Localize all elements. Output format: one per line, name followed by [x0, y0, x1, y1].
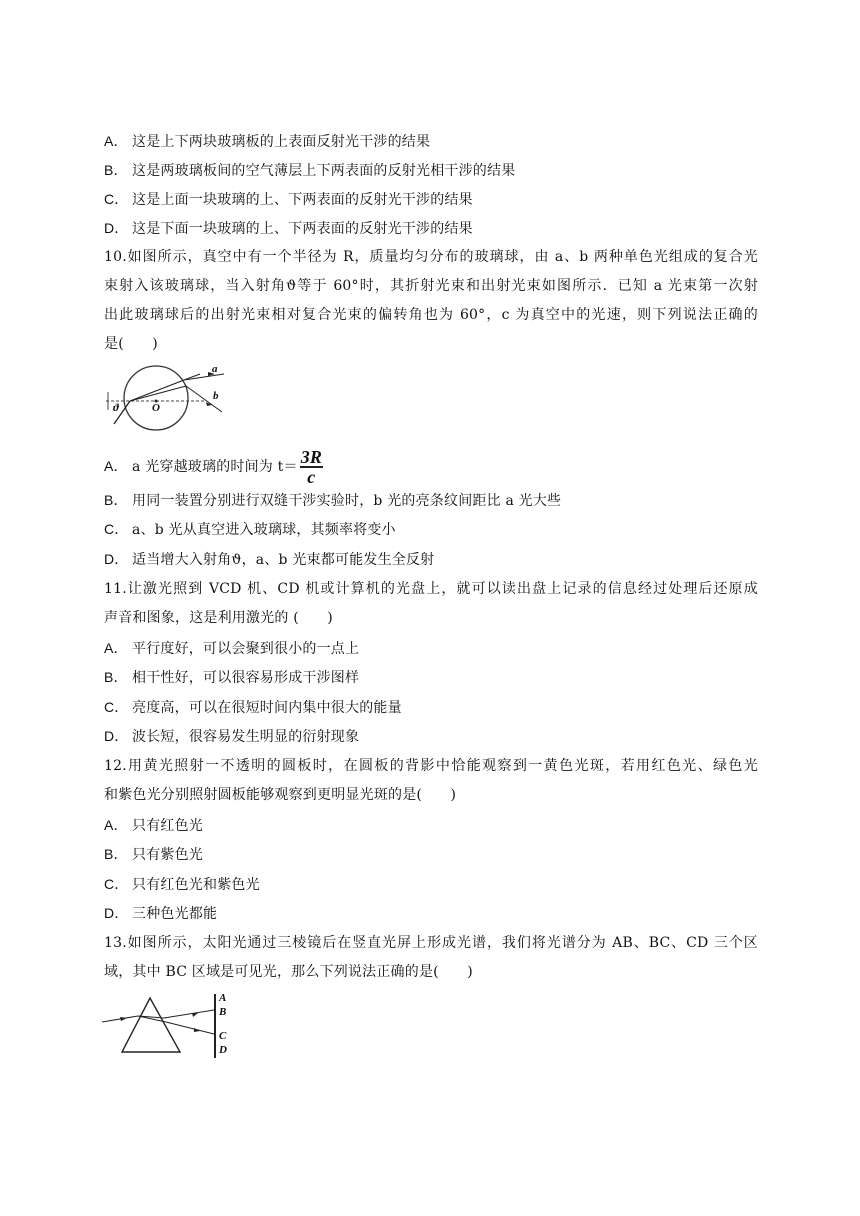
q13-label-D: D [219, 1044, 227, 1056]
q10-option-d: D． 适当增大入射角ϑ，a、b 光束都可能发生全反射 [104, 551, 435, 568]
q11-stem-line-2: 声音和图象，这是利用激光的 ( ) [104, 610, 333, 626]
q12-option-a: A． 只有红色光 [104, 817, 203, 834]
q10-stem-line-2: 束射入该玻璃球，当入射角ϑ等于 60°时，其折射光束和出射光束如图所示．已知 a 光束第一次射 [104, 278, 758, 294]
q11-option-a: A． 平行度好，可以会聚到很小的一点上 [104, 640, 360, 657]
q12-option-b: B． 只有紫色光 [104, 846, 203, 863]
q13-label-A: A [219, 992, 227, 1004]
q13-label-B: B [219, 1006, 227, 1018]
q11-option-b: B． 相干性好，可以很容易形成干涉图样 [104, 669, 360, 686]
q10-label-center: O [152, 402, 160, 414]
q9-option-c: C． 这是上面一块玻璃的上、下两表面的反射光干涉的结果 [104, 191, 473, 208]
q10-label-b: b [213, 390, 219, 402]
q10-glass-sphere-figure [104, 362, 234, 434]
q9-option-d: D． 这是下面一块玻璃的上、下两表面的反射光干涉的结果 [104, 220, 473, 237]
q10-option-c: C． a、b 光从真空进入玻璃球，其频率将变小 [104, 521, 396, 538]
q10-option-a: A． a 光穿越玻璃的时间为 t＝ $\frac{3R}{c}$ [104, 447, 323, 487]
q11-stem-line-1: 11.让激光照到 VCD 机、CD 机或计算机的光盘上，就可以读出盘上记录的信息经过处理后还原成 [104, 581, 758, 597]
q11-option-d: D． 波长短，很容易发生明显的衍射现象 [104, 728, 360, 745]
q9-option-a: A． 这是上下两块玻璃板的上表面反射光干涉的结果 [104, 133, 431, 150]
q13-label-C: C [219, 1030, 227, 1042]
q10-stem-line-1: 10.如图所示，真空中有一个半径为 R，质量均匀分布的玻璃球，由 a、b 两种单色光组成的复合光 [104, 249, 758, 265]
q12-stem-line-1: 12.用黄光照射一不透明的圆板时，在圆板的背影中恰能观察到一黄色光斑，若用红色光、绿色光 [104, 758, 758, 774]
q13-prism-figure [102, 992, 232, 1062]
q12-stem-line-2: 和紫色光分别照射圆板能够观察到更明显光斑的是( ) [104, 787, 457, 803]
q10-label-a: a [212, 363, 218, 375]
q12-option-c: C． 只有红色光和紫色光 [104, 876, 260, 893]
q12-option-d: D． 三种色光都能 [104, 905, 218, 922]
q9-option-b: B． 这是两玻璃板间的空气薄层上下两表面的反射光相干涉的结果 [104, 162, 516, 179]
q13-stem-line-1: 13.如图所示，太阳光通过三棱镜后在竖直光屏上形成光谱，我们将光谱分为 AB、BC、CD 三个区 [104, 935, 758, 951]
q13-stem-line-2: 域，其中 BC 区域是可见光，那么下列说法正确的是( ) [104, 964, 473, 980]
q10-stem-line-4: 是( ) [104, 336, 158, 352]
q10-stem-line-3: 出此玻璃球后的出射光束相对复合光束的偏转角也为 60°，c 为真空中的光速，则下列说法正确的 [104, 307, 758, 323]
q10-option-b: B． 用同一装置分别进行双缝干涉实验时，b 光的亮条纹间距比 a 光大些 [104, 492, 562, 509]
q10-option-a-fraction: $\frac{3R}{c}$ [300, 447, 323, 487]
q10-label-theta: ϑ [113, 402, 119, 414]
q11-option-c: C． 亮度高，可以在很短时间内集中很大的能量 [104, 699, 402, 716]
